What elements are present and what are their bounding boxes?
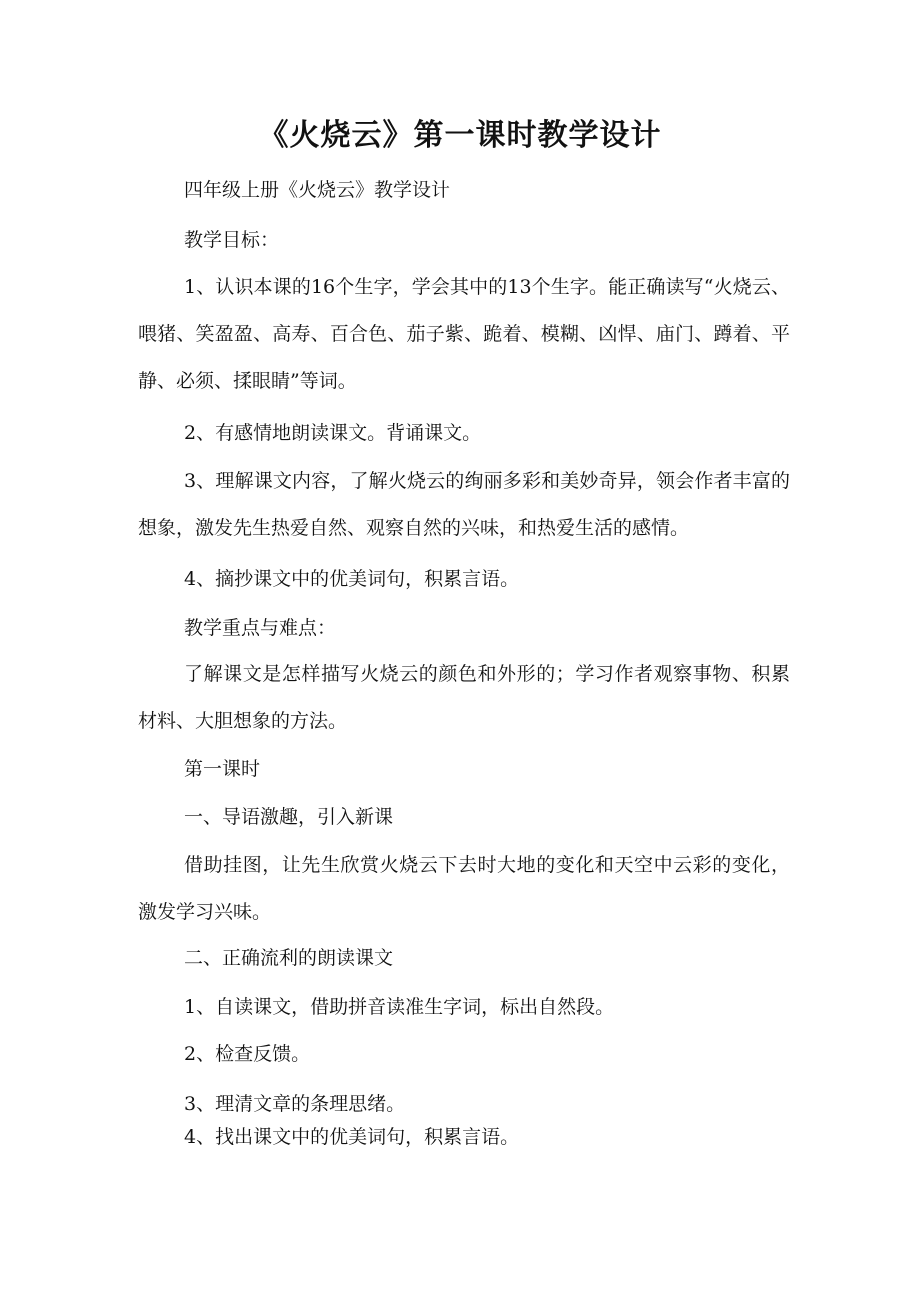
paragraph-key-points: 了解课文是怎样描写火烧云的颜色和外形的；学习作者观察事物、积累材料、大胆想象的方法。 [138, 663, 790, 732]
paragraph-objective-2: 2、有感情地朗读课文。背诵课文。 [184, 422, 482, 444]
paragraph-section-1-heading: 一、导语激趣，引入新课 [184, 806, 394, 828]
paragraph-key-points-heading: 教学重点与难点： [184, 617, 337, 639]
paragraph-section-2-heading: 二、正确流利的朗读课文 [184, 947, 394, 969]
document-title: 《火烧云》第一课时教学设计 [258, 118, 662, 153]
paragraph-objective-4: 4、摘抄课文中的优美词句，积累言语。 [184, 568, 520, 590]
paragraph-lesson-one: 第一课时 [184, 758, 261, 780]
paragraph-step-2: 2、检查反馈。 [184, 1043, 311, 1065]
paragraph-step-4: 4、找出课文中的优美词句，积累言语。 [184, 1126, 520, 1148]
paragraph-step-1: 1、自读课文，借助拼音读准生字词，标出自然段。 [184, 996, 615, 1018]
paragraph-objective-3: 3、理解课文内容，了解火烧云的绚丽多彩和美妙奇异，领会作者丰富的想象，激发先生热爱自然、观察自然的兴味，和热爱生活的感情。 [138, 470, 790, 539]
paragraph-step-3: 3、理清文章的条理思绪。 [184, 1093, 406, 1115]
paragraph-objectives-heading: 教学目标： [184, 229, 280, 251]
paragraph-grade-title: 四年级上册《火烧云》教学设计 [184, 179, 451, 201]
paragraph-section-1-body: 借助挂图，让先生欣赏火烧云下去时大地的变化和天空中云彩的变化，激发学习兴味。 [138, 854, 790, 923]
paragraph-objective-1: 1、认识本课的16个生字，学会其中的13个生字。能正确读写“火烧云、喂猪、笑盈盈、高寿、百合色、茄子紫、跪着、模糊、凶悍、庙门、蹲着、平静、必须、揉眼睛”等词。 [138, 276, 790, 392]
